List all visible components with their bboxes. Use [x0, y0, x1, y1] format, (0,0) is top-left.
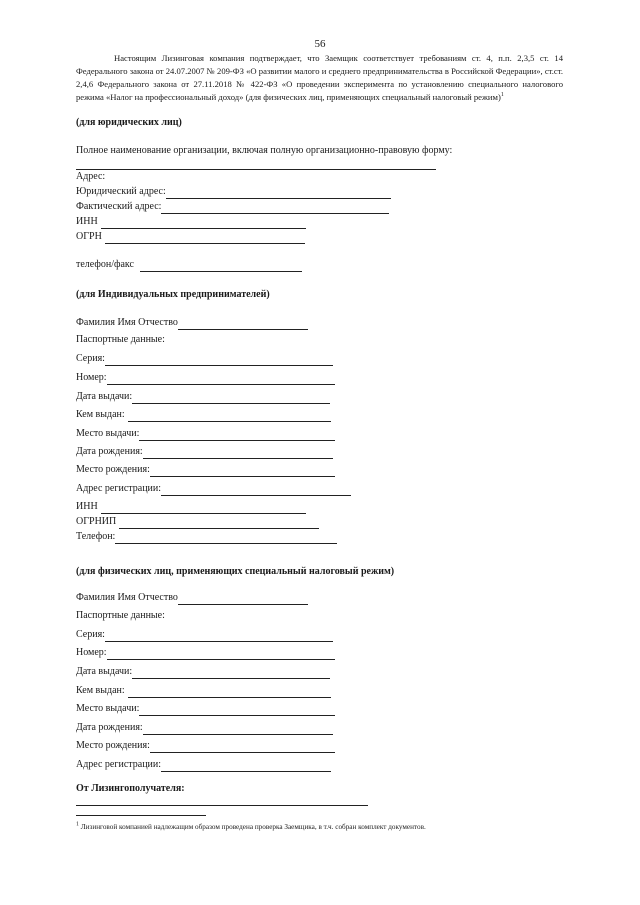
actual-address-line[interactable]: [161, 202, 389, 214]
ip-inn-field[interactable]: [76, 500, 306, 514]
ogrn-field[interactable]: [76, 230, 305, 244]
ip-phone-label: Телефон:: [76, 531, 116, 542]
legal-entities-heading: (для юридических лиц): [76, 117, 182, 128]
address-label: Адрес:: [76, 171, 106, 182]
ip-inn-line[interactable]: [101, 502, 306, 514]
ip-reg-address-line[interactable]: [161, 484, 351, 496]
footnote: [76, 822, 576, 832]
se-issue-place-line[interactable]: [139, 704, 335, 716]
se-full-name-field[interactable]: [76, 591, 308, 605]
se-birth-place-field[interactable]: [76, 739, 335, 753]
footnote-rule: [76, 815, 206, 816]
actual-address-label: Фактический адрес:: [76, 201, 162, 212]
ip-full-name-label: Фамилия Имя Отчество: [76, 317, 178, 328]
phone-fax-field[interactable]: [76, 258, 302, 272]
ip-issue-date-label: Дата выдачи:: [76, 391, 133, 402]
se-series-line[interactable]: [105, 630, 333, 642]
ip-birth-place-label: Место рождения:: [76, 464, 150, 475]
footnote-mark: 1: [500, 92, 504, 99]
inn-field[interactable]: [76, 215, 306, 229]
page-number: 56: [314, 38, 326, 50]
se-reg-address-field[interactable]: [76, 758, 331, 772]
se-full-name-line[interactable]: [178, 593, 308, 605]
ip-number-line[interactable]: [107, 373, 335, 385]
entrepreneurs-heading: (для Индивидуальных предпринимателей): [76, 289, 270, 300]
actual-address-field[interactable]: [76, 200, 389, 214]
inn-line[interactable]: [101, 217, 306, 229]
ip-number-label: Номер:: [76, 372, 107, 383]
ip-ogrnip-label: ОГРНИП: [76, 516, 117, 527]
ip-issued-by-field[interactable]: [76, 408, 331, 422]
intro-text: Настоящим Лизинговая компания подтверждает, что Заемщик соответствует требованиям ст. 4, п.п. 2,3,5 ст. 14 Федерального закона от 24.07.2007 № 209-ФЗ «О развитии малого и среднего предпринимательства в Российской Федерации», ст.ст. 2,4,6 Федерального закона от 27.11.2018 № 422-ФЗ «О проведении эксперимента по установлению специального налогового режима «Налог на профессиональный доход» (для физических лиц, применяющих специальный налоговый режим): [76, 53, 563, 102]
ip-number-field[interactable]: [76, 371, 335, 385]
ip-issued-by-label: Кем выдан:: [76, 409, 125, 420]
se-birth-place-line[interactable]: [150, 741, 335, 753]
intro-paragraph: [76, 52, 563, 104]
se-issue-date-field[interactable]: [76, 665, 330, 679]
se-birth-date-label: Дата рождения:: [76, 722, 143, 733]
ip-birth-date-label: Дата рождения:: [76, 446, 143, 457]
se-series-field[interactable]: [76, 628, 333, 642]
lessee-signature-line[interactable]: [76, 805, 368, 806]
ip-reg-address-field[interactable]: [76, 482, 351, 496]
legal-address-field[interactable]: [76, 185, 391, 199]
lessee-heading: От Лизингополучателя:: [76, 783, 185, 794]
se-reg-address-line[interactable]: [161, 760, 331, 772]
ip-inn-label: ИНН: [76, 501, 98, 512]
se-passport-label: Паспортные данные:: [76, 610, 165, 621]
se-reg-address-label: Адрес регистрации:: [76, 759, 162, 770]
ip-series-label: Серия:: [76, 353, 105, 364]
inn-label: ИНН: [76, 216, 98, 227]
ogrn-label: ОГРН: [76, 231, 102, 242]
se-full-name-label: Фамилия Имя Отчество: [76, 592, 178, 603]
se-issued-by-field[interactable]: [76, 684, 331, 698]
ip-issue-place-line[interactable]: [139, 429, 335, 441]
ogrn-line[interactable]: [105, 232, 305, 244]
ip-phone-field[interactable]: [76, 530, 337, 544]
ip-birth-date-field[interactable]: [76, 445, 333, 459]
se-issue-date-line[interactable]: [132, 667, 330, 679]
ip-issue-date-line[interactable]: [132, 392, 330, 404]
se-number-field[interactable]: [76, 646, 335, 660]
footnote-text: Лизинговой компанией надлежащим образом проведена проверка Заемщика, в т.ч. собран комплект документов.: [80, 823, 426, 831]
ip-issue-date-field[interactable]: [76, 390, 330, 404]
footnote-number: 1: [76, 821, 79, 828]
phone-fax-line[interactable]: [140, 260, 302, 272]
se-birth-date-field[interactable]: [76, 721, 333, 735]
ip-birth-place-field[interactable]: [76, 463, 335, 477]
legal-address-line[interactable]: [166, 187, 391, 199]
ip-issued-by-line[interactable]: [128, 410, 331, 422]
ip-ogrnip-line[interactable]: [119, 517, 319, 529]
se-issued-by-label: Кем выдан:: [76, 685, 125, 696]
ip-issue-place-label: Место выдачи:: [76, 428, 140, 439]
se-number-line[interactable]: [107, 648, 335, 660]
se-series-label: Серия:: [76, 629, 105, 640]
ip-ogrnip-field[interactable]: [76, 515, 319, 529]
phone-fax-label: телефон/факс: [76, 259, 134, 270]
ip-passport-label: Паспортные данные:: [76, 334, 165, 345]
ip-full-name-line[interactable]: [178, 318, 308, 330]
ip-birth-date-line[interactable]: [143, 447, 333, 459]
full-name-line[interactable]: [76, 169, 436, 170]
legal-address-label: Юридический адрес:: [76, 186, 166, 197]
se-issue-place-label: Место выдачи:: [76, 703, 140, 714]
se-number-label: Номер:: [76, 647, 107, 658]
ip-birth-place-line[interactable]: [150, 465, 335, 477]
se-issued-by-line[interactable]: [128, 686, 331, 698]
se-issue-place-field[interactable]: [76, 702, 335, 716]
self-employed-heading: (для физических лиц, применяющих специальный налоговый режим): [76, 566, 395, 577]
ip-series-field[interactable]: [76, 352, 333, 366]
ip-reg-address-label: Адрес регистрации:: [76, 483, 162, 494]
se-birth-place-label: Место рождения:: [76, 740, 150, 751]
ip-issue-place-field[interactable]: [76, 427, 335, 441]
se-issue-date-label: Дата выдачи:: [76, 666, 133, 677]
ip-series-line[interactable]: [105, 354, 333, 366]
se-birth-date-line[interactable]: [143, 723, 333, 735]
ip-phone-line[interactable]: [115, 532, 337, 544]
full-name-label: Полное наименование организации, включая полную организационно-правовую форму:: [76, 145, 453, 156]
ip-full-name-field[interactable]: [76, 316, 308, 330]
